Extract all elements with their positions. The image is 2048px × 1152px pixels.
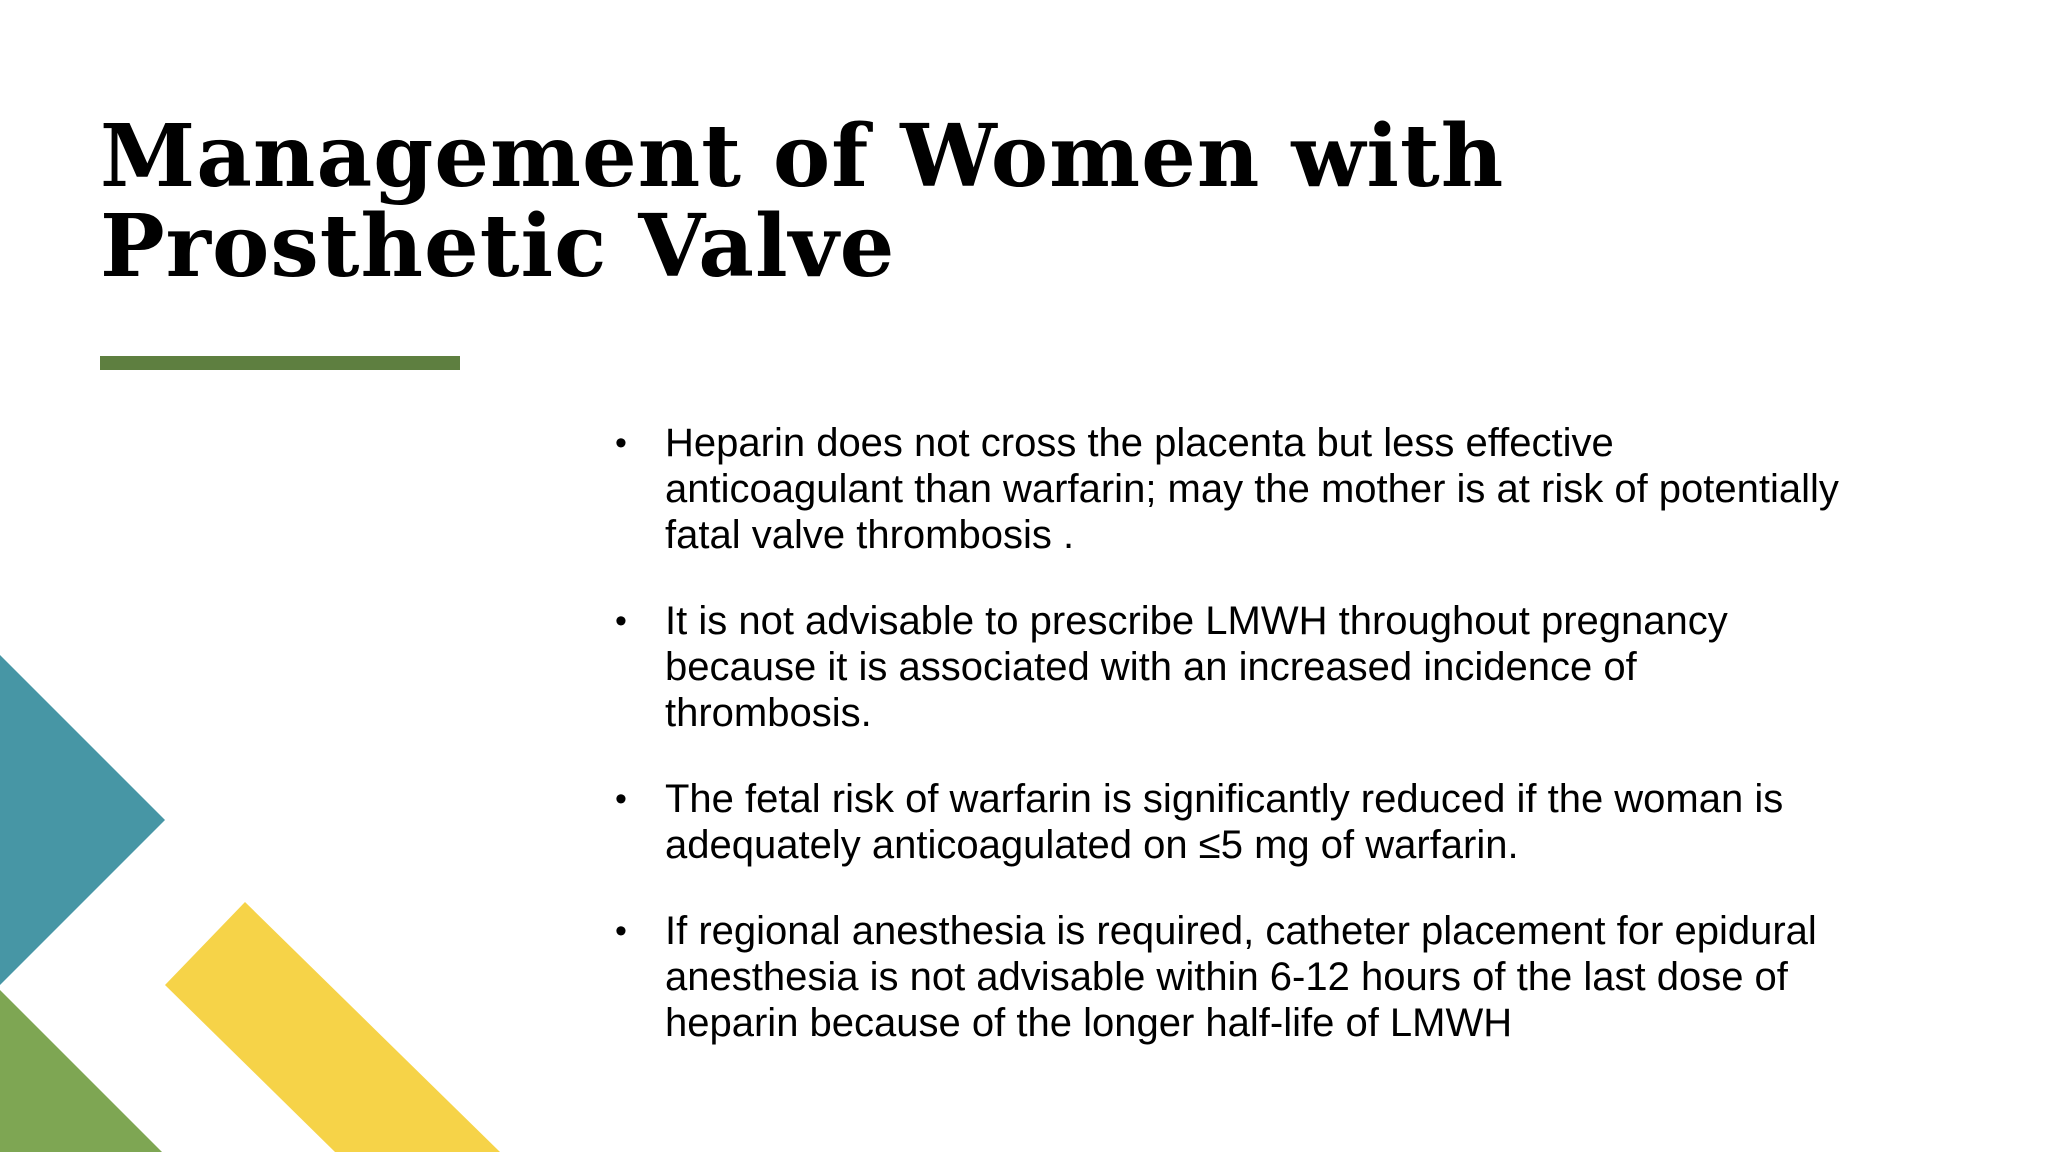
slide-title (100, 106, 1600, 297)
bullet-3-line-1: The fetal risk of warfarin is significantly reduced if the woman is (665, 777, 1784, 821)
bullet-1-line-3: fatal valve thrombosis . (665, 513, 1075, 557)
bullet-item-3 (615, 776, 1945, 868)
title-line-2: Prosthetic Valve (100, 196, 896, 297)
title-line-1: Management of Women with (100, 106, 1505, 207)
yellow-stripe-shape (165, 902, 500, 1152)
bullet-item-1 (615, 420, 1945, 558)
green-triangle-shape (0, 990, 162, 1152)
bullet-dot-icon: • (615, 424, 627, 462)
bullet-2-line-1: It is not advisable to prescribe LMWH throughout pregnancy (665, 599, 1728, 643)
bullet-4-line-3: heparin because of the longer half-life of LMWH (665, 1001, 1513, 1045)
title-accent-bar (100, 356, 460, 370)
bullet-2-line-3: thrombosis. (665, 691, 872, 735)
bullet-1-line-2: anticoagulant than warfarin; may the mother is at risk of potentially (665, 467, 1839, 511)
bullet-dot-icon: • (615, 602, 627, 640)
bullet-1-line-1: Heparin does not cross the placenta but less effective (665, 421, 1614, 465)
bullet-item-2 (615, 598, 1945, 736)
bullet-list (615, 420, 1945, 1086)
bullet-dot-icon: • (615, 912, 627, 950)
bullet-item-4 (615, 908, 1945, 1046)
bullet-4-line-1: If regional anesthesia is required, catheter placement for epidural (665, 909, 1817, 953)
teal-triangle-shape (0, 655, 165, 985)
bullet-2-line-2: because it is associated with an increased incidence of (665, 645, 1637, 689)
bullet-dot-icon: • (615, 780, 627, 818)
bullet-4-line-2: anesthesia is not advisable within 6-12 hours of the last dose of (665, 955, 1788, 999)
bullet-3-line-2: adequately anticoagulated on ≤5 mg of warfarin. (665, 823, 1519, 867)
